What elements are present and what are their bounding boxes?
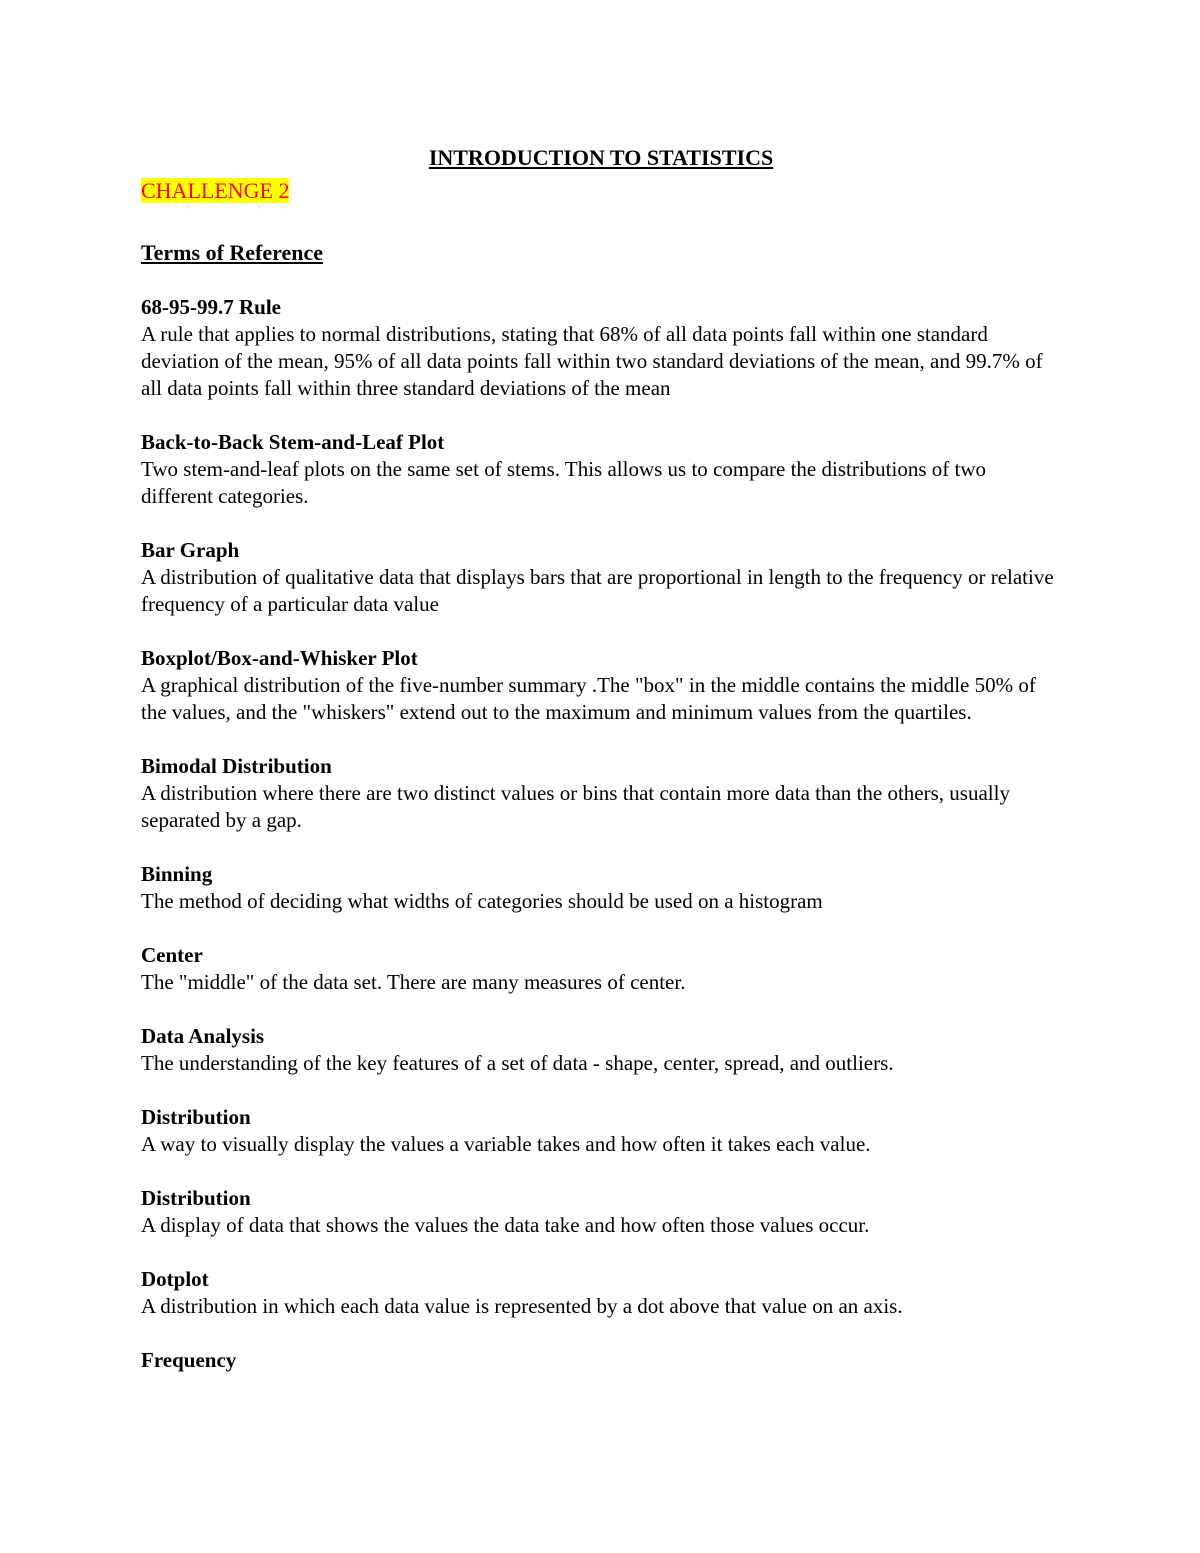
term-item — [141, 1104, 1061, 1158]
term-definition: A rule that applies to normal distributions, stating that 68% of all data points fall within one standard deviation of the mean, 95% of all data points fall within two standard deviations of the mean, and 99.7% of all data points fall within three standard deviations of the mean — [141, 322, 1043, 400]
term-item — [141, 645, 1061, 726]
term-item — [141, 429, 1061, 510]
terms-list — [141, 294, 1061, 1374]
term-name: Frequency — [141, 1348, 237, 1372]
term-item — [141, 861, 1061, 915]
term-definition: A distribution in which each data value is represented by a dot above that value on an axis. — [141, 1294, 903, 1318]
term-item — [141, 537, 1061, 618]
term-name: Data Analysis — [141, 1024, 265, 1048]
term-definition: A way to visually display the values a variable takes and how often it takes each value. — [141, 1132, 871, 1156]
term-name: Dotplot — [141, 1267, 209, 1291]
term-name: Boxplot/Box-and-Whisker Plot — [141, 646, 418, 670]
term-name: Center — [141, 943, 203, 967]
term-definition: Two stem-and-leaf plots on the same set of stems. This allows us to compare the distributions of two different categories. — [141, 457, 987, 508]
term-item — [141, 1347, 1061, 1374]
term-name: Binning — [141, 862, 213, 886]
term-name: 68-95-99.7 Rule — [141, 295, 281, 319]
term-definition: The "middle" of the data set. There are many measures of center. — [141, 970, 686, 994]
challenge-label: CHALLENGE 2 — [141, 178, 290, 203]
document-title: INTRODUCTION TO STATISTICS — [428, 145, 774, 170]
section-heading: Terms of Reference — [141, 240, 324, 265]
document-content — [141, 144, 1061, 1401]
term-name: Distribution — [141, 1186, 251, 1210]
term-name: Back-to-Back Stem-and-Leaf Plot — [141, 430, 445, 454]
term-definition: A distribution of qualitative data that displays bars that are proportional in length to the frequency or relative frequency of a particular data value — [141, 565, 1054, 616]
term-item — [141, 753, 1061, 834]
term-definition: A display of data that shows the values the data take and how often those values occur. — [141, 1213, 870, 1237]
term-name: Bimodal Distribution — [141, 754, 332, 778]
term-item — [141, 942, 1061, 996]
term-name: Bar Graph — [141, 538, 240, 562]
term-item — [141, 1023, 1061, 1077]
term-definition: A distribution where there are two distinct values or bins that contain more data than the others, usually separated by a gap. — [141, 781, 1010, 832]
challenge-line — [141, 176, 1061, 206]
term-item — [141, 1185, 1061, 1239]
term-definition: The method of deciding what widths of categories should be used on a histogram — [141, 889, 823, 913]
term-item — [141, 1266, 1061, 1320]
term-definition: The understanding of the key features of a set of data - shape, center, spread, and outliers. — [141, 1051, 894, 1075]
term-definition: A graphical distribution of the five-number summary .The "box" in the middle contains the middle 50% of the values, and the "whiskers" extend out to the maximum and minimum values from the quartiles. — [141, 673, 1036, 724]
term-item — [141, 294, 1061, 402]
term-name: Distribution — [141, 1105, 251, 1129]
